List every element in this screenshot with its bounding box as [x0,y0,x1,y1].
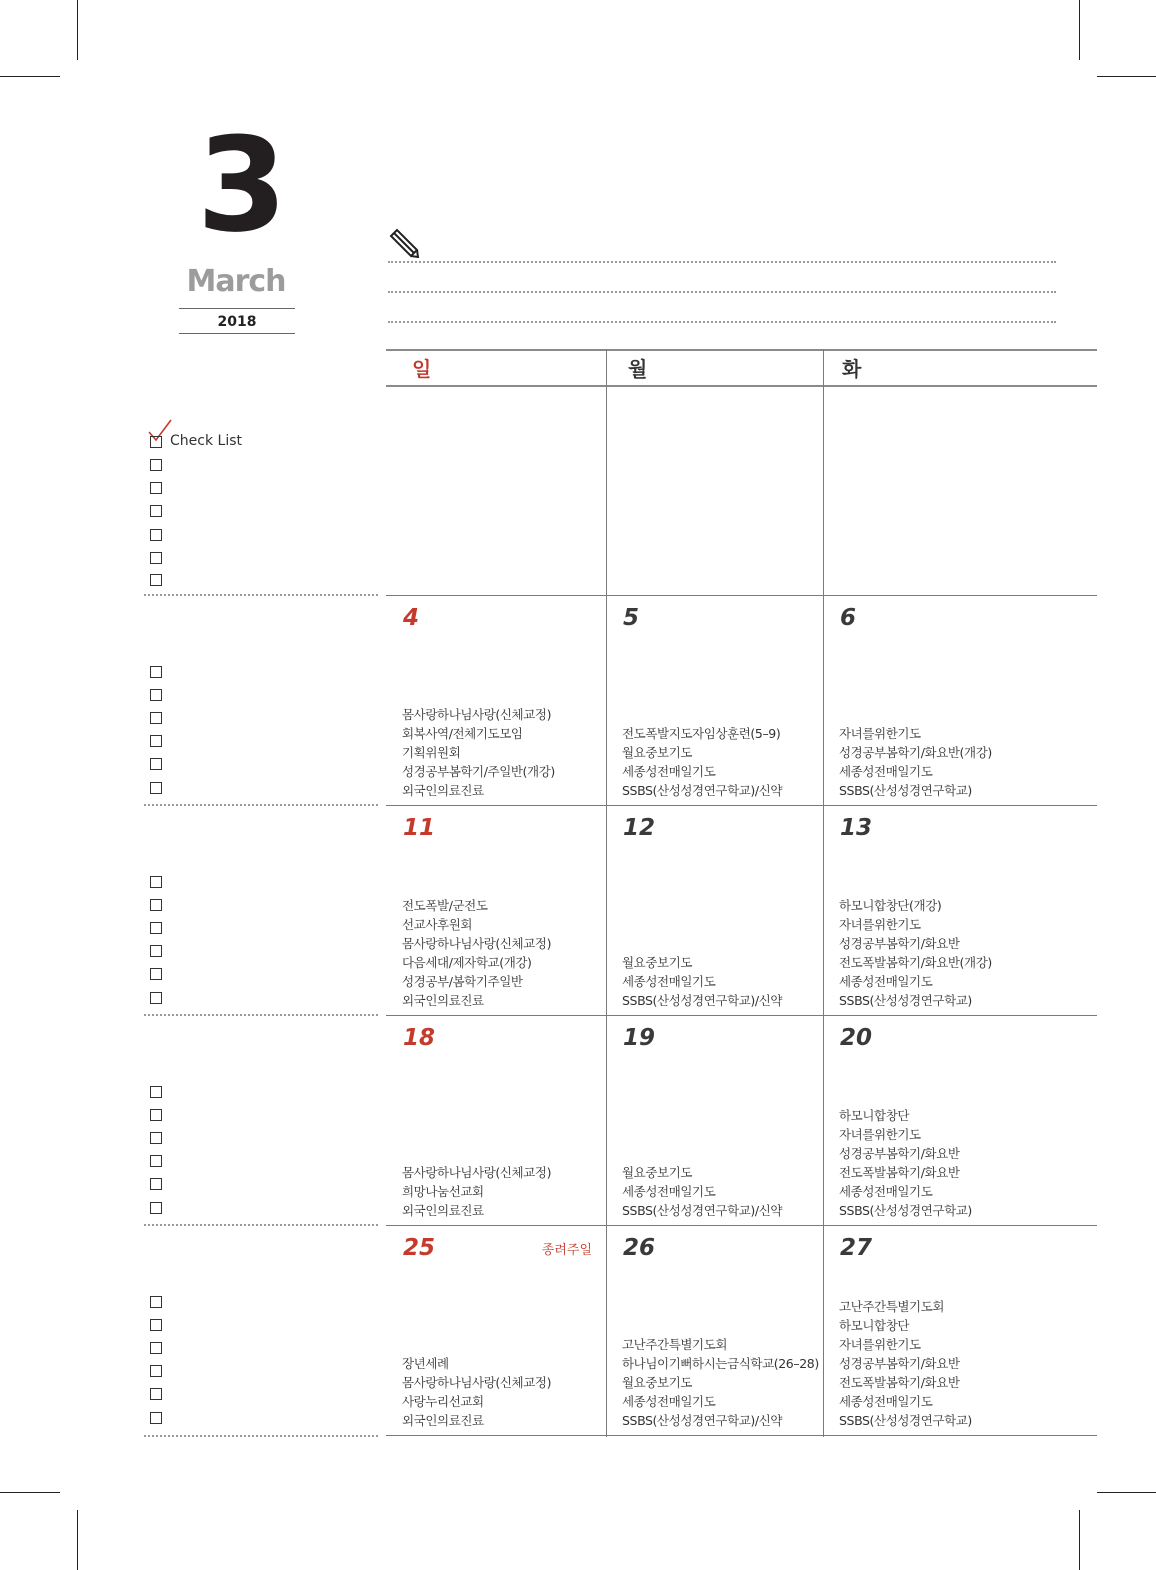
crop-mark [1097,76,1156,77]
checkbox[interactable] [150,1365,162,1377]
event-item: 자녀를위한기도 [839,1337,921,1352]
date-number: 12 [623,815,656,841]
event-item: SSBS(산성성경연구학교) [839,993,972,1008]
event-item: 사랑누리선교회 [402,1394,484,1409]
event-item: SSBS(산성성경연구학교)/신약 [622,1203,783,1218]
week-rule [386,1225,1097,1226]
event-item: 월요중보기도 [622,1375,693,1390]
event-item: 성경공부봄학기/화요반 [839,936,960,951]
calendar-grid [386,349,1097,1437]
checkbox[interactable] [150,782,162,794]
day-cell[interactable] [823,1225,1097,1435]
event-item: 월요중보기도 [622,1165,693,1180]
date-number: 11 [403,815,436,841]
checkbox[interactable] [150,529,162,541]
event-list [622,953,782,1010]
event-item: SSBS(산성성경연구학교)/신약 [622,993,783,1008]
event-item: 장년세례 [402,1356,449,1371]
event-item: 외국인의료진료 [402,993,484,1008]
event-item: 하모니합창단(개강) [839,898,942,913]
event-item: SSBS(산성성경연구학교)/신약 [622,783,783,798]
event-list [402,705,555,800]
event-item: 외국인의료진료 [402,783,484,798]
week-separator [144,1435,378,1437]
day-cell[interactable] [386,595,606,805]
event-item: 회복사역/전체기도모임 [402,726,523,741]
checkbox[interactable] [150,459,162,471]
checkbox[interactable] [150,712,162,724]
event-item: 월요중보기도 [622,745,693,760]
event-item: 하모니합창단 [839,1318,910,1333]
checkbox[interactable] [150,1342,162,1354]
date-number: 27 [840,1235,873,1261]
memo-line[interactable] [388,321,1056,323]
event-list [622,1335,819,1430]
crop-mark [77,0,78,60]
week-rule [386,1015,1097,1016]
event-item: 고난주간특별기도회 [839,1299,945,1314]
event-item: 세종성전매일기도 [839,764,933,779]
event-item: 월요중보기도 [622,955,693,970]
event-list [402,1354,551,1430]
checkbox[interactable] [150,758,162,770]
event-item: 세종성전매일기도 [839,1184,933,1199]
checkbox[interactable] [150,666,162,678]
day-cell[interactable] [606,805,823,1015]
event-item: 다음세대/제자학교(개강) [402,955,532,970]
event-item: 세종성전매일기도 [622,974,716,989]
day-cell[interactable] [606,1015,823,1225]
event-item: 몸사랑하나님사랑(신체교정) [402,1375,552,1390]
event-list [839,724,992,800]
day-cell[interactable] [386,805,606,1015]
checkbox[interactable] [150,922,162,934]
crop-mark [0,1492,60,1493]
week-separator [144,1014,378,1016]
grid-rule [386,349,1097,351]
date-number: 5 [623,605,640,631]
checkbox[interactable] [150,1202,162,1214]
day-cell[interactable] [606,385,823,595]
event-item: 자녀를위한기도 [839,1127,921,1142]
checkbox[interactable] [150,945,162,957]
day-cell[interactable] [606,1225,823,1435]
event-list [839,1297,972,1430]
event-item: 고난주간특별기도회 [622,1337,728,1352]
memo-line[interactable] [388,261,1056,263]
checkbox[interactable] [150,735,162,747]
pencil-icon [387,228,421,262]
event-item: 성경공부봄학기/화요반 [839,1146,960,1161]
checkbox[interactable] [150,1412,162,1424]
event-item: 선교사후원회 [402,917,473,932]
event-list [839,1106,972,1220]
week-separator [144,804,378,806]
event-item: 세종성전매일기도 [839,974,933,989]
week-separator [144,594,378,596]
event-item: SSBS(산성성경연구학교) [839,783,972,798]
month-name: March [186,264,286,299]
event-item: 하모니합창단 [839,1108,910,1123]
event-list [839,896,992,1010]
crop-mark [1079,1510,1080,1570]
checkbox[interactable] [150,1319,162,1331]
day-cell[interactable] [386,1225,606,1435]
event-item: 몸사랑하나님사랑(신체교정) [402,936,552,951]
date-number: 25 [403,1235,436,1261]
day-cell[interactable] [823,1015,1097,1225]
event-list [402,1163,551,1220]
event-item: 성경공부봄학기/주일반(개강) [402,764,555,779]
checkbox[interactable] [150,689,162,701]
date-number: 6 [840,605,857,631]
event-item: 전도폭발/군전도 [402,898,488,913]
event-item: 세종성전매일기도 [839,1394,933,1409]
day-cell[interactable] [823,385,1097,595]
event-item: 희망나눔선교회 [402,1184,484,1199]
checkbox[interactable] [150,1155,162,1167]
checkbox[interactable] [150,552,162,564]
event-item: 성경공부/봄학기주일반 [402,974,523,989]
event-item: 전도폭발봄학기/화요반 [839,1165,960,1180]
checkbox[interactable] [150,1178,162,1190]
event-item: SSBS(산성성경연구학교) [839,1203,972,1218]
checkbox[interactable] [150,482,162,494]
day-cell[interactable] [823,805,1097,1015]
event-item: 전도폭발봄학기/화요반 [839,1375,960,1390]
checkbox[interactable] [150,505,162,517]
event-item: 하나님이기뻐하시는금식학교(26–28) [622,1356,819,1371]
date-number: 4 [403,605,420,631]
event-item: 몸사랑하나님사랑(신체교정) [402,707,552,722]
event-item: 자녀를위한기도 [839,726,921,741]
checkbox[interactable] [150,876,162,888]
date-number: 19 [623,1025,656,1051]
date-number: 20 [840,1025,873,1051]
event-item: 외국인의료진료 [402,1203,484,1218]
day-cell[interactable] [386,1015,606,1225]
checklist-label: Check List [170,433,242,449]
event-item: 세종성전매일기도 [622,1184,716,1199]
weekday-tue: 화 [842,357,862,381]
event-item: SSBS(산성성경연구학교)/신약 [622,1413,783,1428]
weekday-sun: 일 [412,357,432,381]
week-rule [386,805,1097,806]
event-item: 자녀를위한기도 [839,917,921,932]
crop-mark [1097,1492,1156,1493]
day-cell[interactable] [606,595,823,805]
week-separator [144,1224,378,1226]
weekday-mon: 월 [628,357,648,381]
checkbox[interactable] [150,1086,162,1098]
event-list [622,1163,782,1220]
event-item: 세종성전매일기도 [622,1394,716,1409]
event-item: 몸사랑하나님사랑(신체교정) [402,1165,552,1180]
checkbox[interactable] [150,1388,162,1400]
checkbox[interactable] [150,1109,162,1121]
event-item: SSBS(산성성경연구학교) [839,1413,972,1428]
event-item: 성경공부봄학기/화요반 [839,1356,960,1371]
date-number: 26 [623,1235,656,1261]
event-list [402,896,551,1010]
date-number: 13 [840,815,873,841]
event-item: 기획위원회 [402,745,461,760]
year: 2018 [179,308,295,334]
event-item: 전도폭발봄학기/화요반(개강) [839,955,992,970]
checkbox[interactable] [150,899,162,911]
checkbox[interactable] [150,992,162,1004]
crop-mark [1079,0,1080,60]
checkbox[interactable] [150,968,162,980]
event-item: 성경공부봄학기/화요반(개강) [839,745,992,760]
crop-mark [0,76,60,77]
event-item: 외국인의료진료 [402,1413,484,1428]
date-number: 18 [403,1025,436,1051]
crop-mark [77,1510,78,1570]
event-list [622,724,782,800]
checkbox[interactable] [150,574,162,586]
week-rule [386,595,1097,596]
event-item: 전도폭발지도자임상훈련(5–9) [622,726,781,741]
week-rule [386,1435,1097,1436]
day-cell[interactable] [386,385,606,595]
holiday-label: 종려주일 [541,1243,592,1258]
checkbox[interactable] [150,436,162,448]
checkbox[interactable] [150,1296,162,1308]
day-cell[interactable] [823,595,1097,805]
event-item: 세종성전매일기도 [622,764,716,779]
memo-line[interactable] [388,291,1056,293]
checkbox[interactable] [150,1132,162,1144]
month-number: 3 [196,109,284,261]
